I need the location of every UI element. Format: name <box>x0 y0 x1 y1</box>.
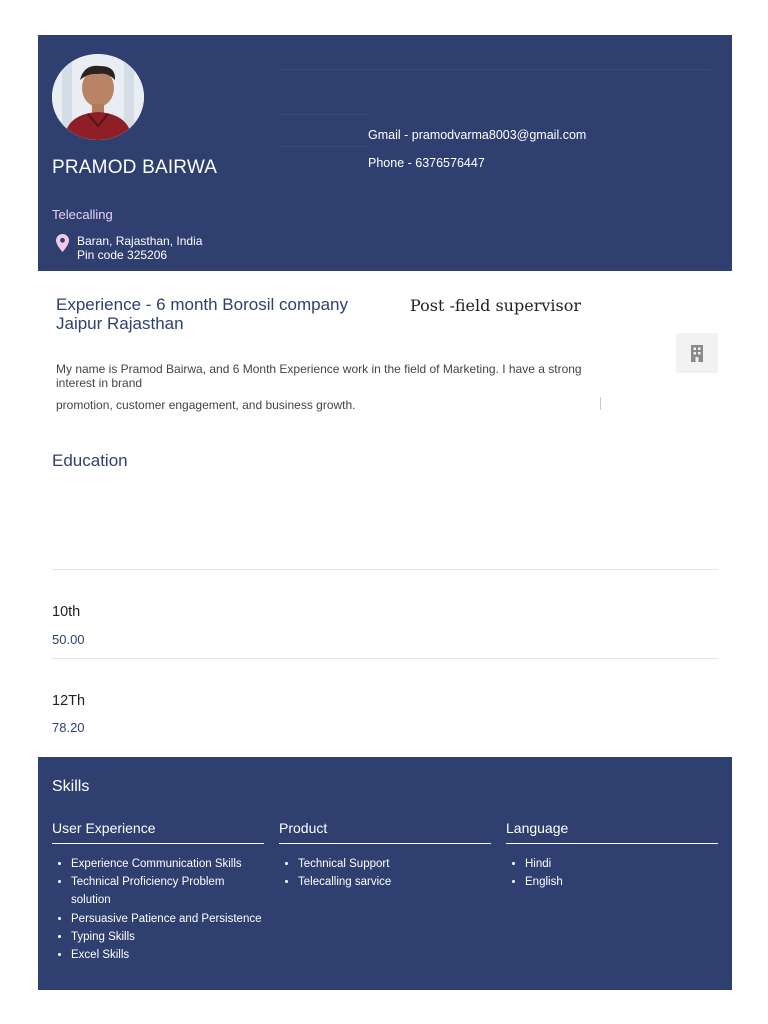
experience-description: My name is Pramod Bairwa, and 6 Month Experience work in the field of Marketing. I have a strong interest in brand <box>56 362 582 390</box>
profile-header <box>38 35 732 271</box>
skills-heading: Skills <box>52 778 90 795</box>
divider <box>278 114 368 115</box>
skills-list <box>52 855 264 964</box>
location-line: Baran, Rajasthan, India <box>77 234 203 248</box>
experience-title: Experience - 6 month Borosil company Jaipur Rajasthan <box>56 295 348 333</box>
skill-item: • Technical Support <box>298 855 491 873</box>
skill-item: • Experience Communication Skills <box>71 855 264 873</box>
building-icon-box <box>676 333 718 373</box>
skills-column-user-experience <box>52 820 264 964</box>
avatar <box>52 54 144 140</box>
skill-item: • Typing Skills <box>71 928 264 946</box>
skill-item: • Excel Skills <box>71 946 264 964</box>
skills-column-title: Language <box>506 820 718 844</box>
education-degree: 10th <box>52 604 81 620</box>
experience-post: Post -field supervisor <box>410 296 581 315</box>
skill-item: • Telecalling sarvice <box>298 873 491 891</box>
education-degree: 12Th <box>52 693 86 709</box>
skills-list <box>506 855 718 891</box>
skills-section <box>38 757 732 990</box>
skill-item: • English <box>525 873 718 891</box>
skills-column-title: Product <box>279 820 491 844</box>
skills-column-product <box>279 820 491 891</box>
phone-number[interactable]: Phone - 6376576447 <box>368 156 485 170</box>
skill-item: • Hindi <box>525 855 718 873</box>
location-pin-icon <box>56 234 69 252</box>
profile-name: PRAMOD BAIRWA <box>52 157 218 178</box>
education-heading: Education <box>52 451 128 470</box>
building-icon <box>676 333 718 373</box>
pin-code: Pin code 325206 <box>77 248 168 262</box>
skills-column-language <box>506 820 718 891</box>
education-score: 50.00 <box>52 632 85 647</box>
profile-role: Telecalling <box>52 207 113 222</box>
email-link[interactable]: Gmail - pramodvarma8003@gmail.com <box>368 128 587 142</box>
divider <box>600 397 601 410</box>
skills-column-title: User Experience <box>52 820 264 844</box>
avatar-photo <box>52 54 144 140</box>
skill-item: • Persuasive Patience and Persistence <box>71 910 264 928</box>
education-score: 78.20 <box>52 720 85 735</box>
divider <box>278 146 368 147</box>
divider <box>52 658 718 659</box>
divider <box>278 69 710 70</box>
divider <box>52 569 718 570</box>
skills-list <box>279 855 491 891</box>
experience-description-continued: promotion, customer engagement, and business growth. <box>56 398 356 412</box>
skill-item: • Technical Proficiency Problem solution <box>71 873 264 909</box>
